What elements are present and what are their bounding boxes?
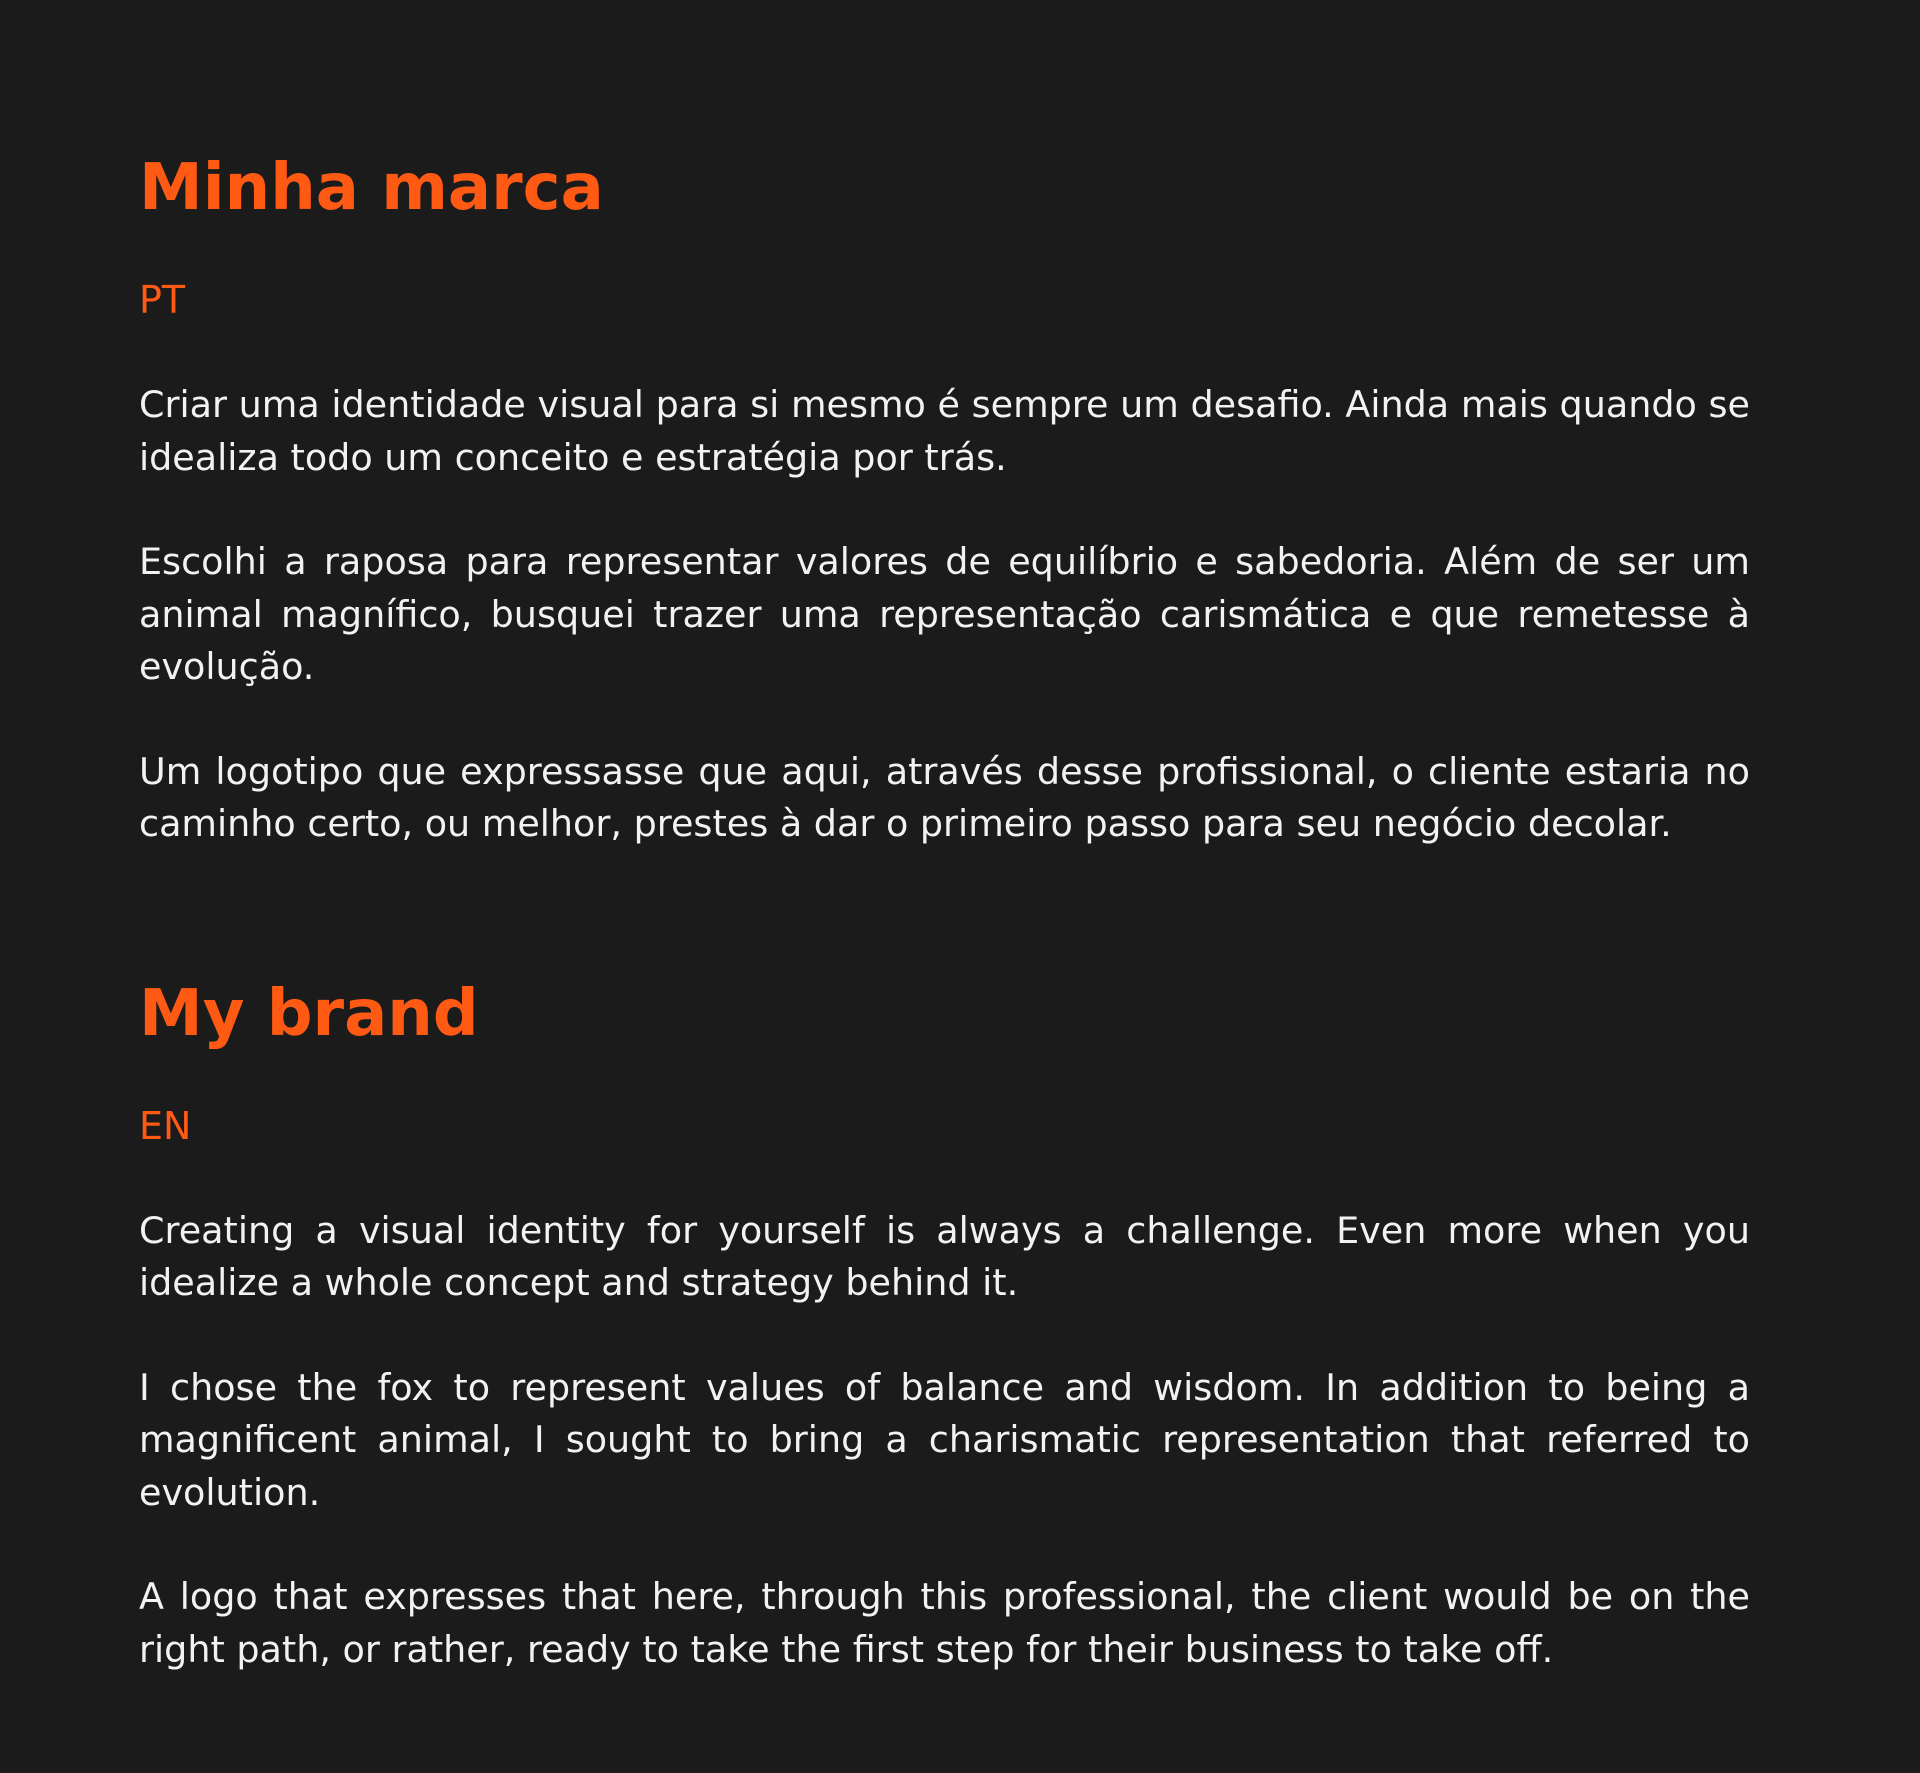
section-title: Minha marca [139, 151, 604, 225]
paragraph: Um logotipo que expressasse que aqui, através desse profissional, o cliente estaria no caminho certo, ou melhor, prestes à dar o primeiro passo para seu negócio decolar. [139, 749, 1750, 845]
paragraph: Escolhi a raposa para representar valores de equilíbrio e sabedoria. Além de ser um animal magnífico, busquei trazer uma representação carismática e que remetesse à evolução. [139, 540, 1750, 688]
section-pt [139, 140, 1750, 851]
section-en [139, 966, 1750, 1677]
paragraph: Criar uma identidade visual para si mesmo é sempre um desafio. Ainda mais quando se idealiza todo um conceito e estratégia por trás. [139, 383, 1750, 479]
paragraph: A logo that expresses that here, through this professional, the client would be on the right path, or rather, ready to take the first step for their business to take off. [139, 1575, 1750, 1671]
paragraph: I chose the fox to represent values of balance and wisdom. In addition to being a magnificent animal, I sought to bring a charismatic representation that referred to evolution. [139, 1365, 1750, 1514]
paragraph: Creating a visual identity for yourself is always a challenge. Even more when you idealize a whole concept and strategy behind it. [139, 1208, 1750, 1304]
section-title: My brand [139, 976, 479, 1051]
language-label: EN [139, 1103, 192, 1148]
language-label: PT [139, 278, 186, 322]
